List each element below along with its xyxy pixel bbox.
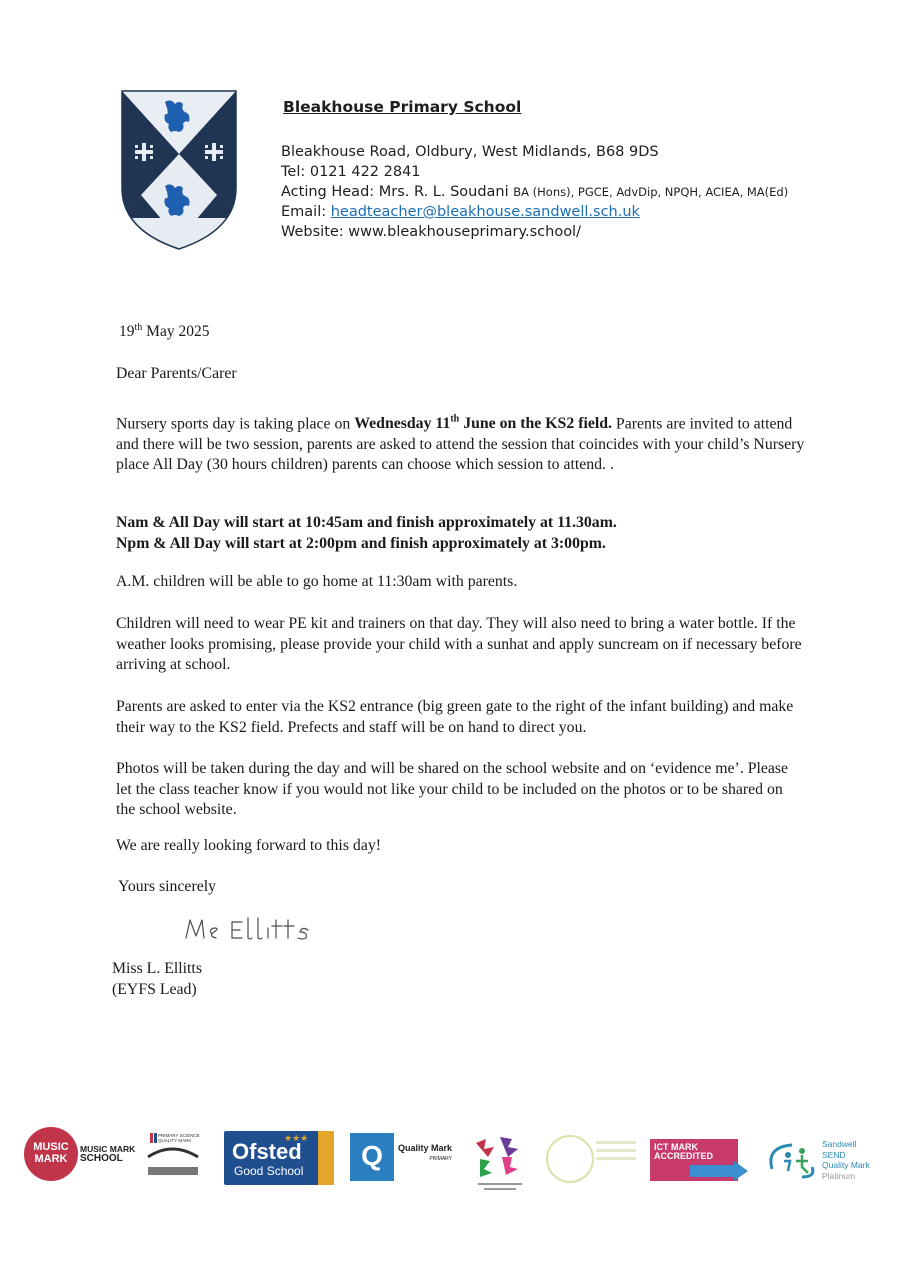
quality-mark-logo xyxy=(350,1133,394,1181)
science-mark-text: PRIMARY SCIENCE QUALITY MARK xyxy=(158,1133,200,1143)
letter-date xyxy=(119,322,209,341)
sandwell-send-logo xyxy=(766,1139,818,1179)
ofsted-year-band xyxy=(318,1131,334,1185)
email-link[interactable]: headteacher@bleakhouse.sandwell.sch.uk xyxy=(330,204,640,220)
paragraph-am-children: A.M. children will be able to go home at 11:30am with parents. xyxy=(116,573,518,590)
send-caption-4: Platinum xyxy=(822,1170,856,1181)
closing: Yours sincerely xyxy=(118,878,216,895)
school-address: Bleakhouse Road, Oldbury, West Midlands, B68 9DS xyxy=(281,144,659,160)
paragraph-kit: Children will need to wear PE kit and trainers on that day. They will also need to bring a water bottle. If the weather looks promising, please provide your child with a sunhat and apply suncream on if necessary before arriving at school. xyxy=(116,615,802,673)
sandwell-send-caption xyxy=(822,1139,870,1181)
event-date: Wednesday 11 xyxy=(354,415,451,433)
email-label: Email: xyxy=(281,204,327,220)
email-line xyxy=(281,202,788,222)
acting-head-name: Acting Head: Mrs. R. L. Soudani xyxy=(281,184,509,200)
ict-mark-title: ICT MARK xyxy=(654,1142,698,1152)
handwritten-signature xyxy=(182,908,342,948)
signer-name: Miss L. Ellitts xyxy=(112,960,202,977)
event-date-suffix: th xyxy=(450,414,460,425)
school-name: Bleakhouse Primary School xyxy=(283,98,522,116)
session-times-morning: Nam & All Day will start at 10:45am and finish approximately at 11.30am. xyxy=(116,514,617,531)
send-caption-3: Quality Mark xyxy=(822,1160,870,1170)
date-day: 19 xyxy=(119,323,135,341)
quality-mark-sub: PRIMARY xyxy=(429,1156,453,1162)
send-caption-1: Sandwell xyxy=(822,1139,857,1149)
ict-arrow-icon xyxy=(690,1161,748,1181)
acting-head-qualifications: BA (Hons), PGCE, AdvDip, NPQH, ACIEA, MA(Ed) xyxy=(513,185,789,199)
ict-mark-subtitle: ACCREDITED xyxy=(654,1151,714,1161)
p1-text-a: Nursery sports day is taking place on xyxy=(116,415,355,433)
accreditation-badges xyxy=(0,1125,905,1195)
event-location: June on the KS2 field. xyxy=(459,415,612,433)
paragraph-sports-day xyxy=(116,410,816,476)
music-mark-caption-1: MUSIC MARK xyxy=(80,1144,136,1154)
music-mark-logo xyxy=(24,1127,78,1181)
signer-role: (EYFS Lead) xyxy=(112,981,197,998)
music-mark-logo-text: MUSIC MARK xyxy=(33,1141,69,1165)
school-crest-logo xyxy=(121,90,237,250)
olympic-values-logo xyxy=(470,1133,530,1193)
acting-head-line xyxy=(281,182,788,202)
paragraph-photos: Photos will be taken during the day and will be shared on the school website and on ‘evidence me’. Please let the class teacher know if you would not like your child to be included on the photos or to be shared on the school website. xyxy=(116,760,789,818)
ofsted-subtitle: Good School xyxy=(234,1164,304,1178)
healthy-schools-logo xyxy=(546,1135,594,1183)
date-month-year: May 2025 xyxy=(146,323,210,341)
p1-text-b: Parents are invited to attend and there will be two session, parents are asked to attend the session that coincides with your child’s Nursery place All Day (30 hours children) parents can choose which session to attend. . xyxy=(116,415,805,474)
paragraph-entry: Parents are asked to enter via the KS2 entrance (big green gate to the right of the infant building) and make their way to the KS2 field. Prefects and staff will be on hand to direct you. xyxy=(116,698,794,736)
school-telephone: Tel: 0121 422 2841 xyxy=(281,164,421,180)
event-date-location xyxy=(354,415,612,432)
salutation: Dear Parents/Carer xyxy=(116,365,237,382)
letterhead xyxy=(281,98,788,242)
session-times-afternoon: Npm & All Day will start at 2:00pm and finish approximately at 3:00pm. xyxy=(116,534,606,552)
ofsted-stars-icon: ★★★ xyxy=(284,1133,309,1143)
paragraph-looking-forward: We are really looking forward to this day! xyxy=(116,837,381,854)
send-caption-2: SEND xyxy=(822,1149,846,1160)
quality-mark-caption xyxy=(398,1143,452,1165)
date-suffix: th xyxy=(134,322,143,333)
quality-mark-q-icon: Q xyxy=(361,1140,383,1171)
quality-mark-title: Quality Mark xyxy=(398,1143,453,1153)
music-mark-caption xyxy=(80,1145,135,1163)
science-quality-mark-badge xyxy=(144,1131,202,1179)
ict-mark-badge xyxy=(650,1139,738,1181)
music-mark-caption-2: SCHOOL xyxy=(80,1153,123,1164)
session-times xyxy=(116,513,816,554)
website-line: Website: www.bleakhouseprimary.school/ xyxy=(281,224,581,240)
healthy-schools-caption xyxy=(596,1141,636,1171)
ofsted-title: Ofsted xyxy=(232,1139,302,1164)
ofsted-good-school-badge xyxy=(224,1131,334,1185)
